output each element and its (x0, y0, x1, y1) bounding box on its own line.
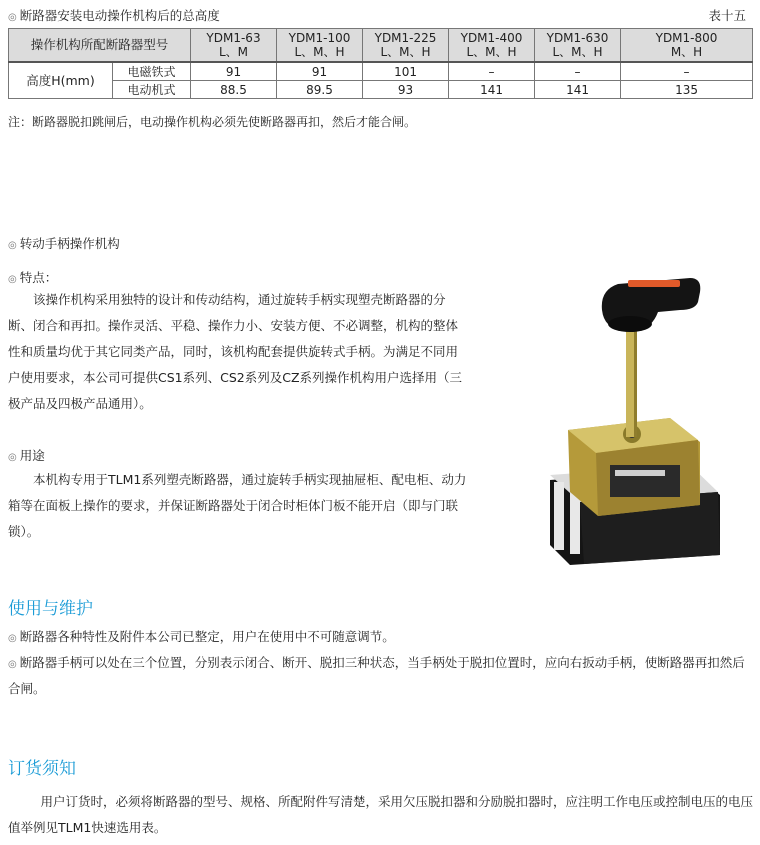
model-name: YDM1-100 (288, 31, 351, 45)
height-table (8, 28, 753, 99)
header-model-label: 操作机构所配断路器型号 (9, 29, 191, 63)
circle-bullet-icon: ◎ (8, 452, 17, 463)
model-poles: L、M、H (552, 45, 603, 59)
table-cell: 88.5 (191, 81, 277, 99)
list-item (8, 651, 756, 701)
row-type: 电磁铁式 (113, 62, 191, 81)
table-cell: 91 (191, 62, 277, 81)
section-rotary-text: 转动手柄操作机构 (19, 236, 120, 251)
header-model (449, 29, 535, 63)
header-model (277, 29, 363, 63)
model-name: YDM1-400 (460, 31, 523, 45)
table-number: 表十五 (708, 8, 746, 23)
header-model (535, 29, 621, 63)
header-model (191, 29, 277, 63)
usage-title (8, 446, 45, 464)
table-note: 注：断路器脱扣跳闸后，电动操作机构必须先使断路器再扣，然后才能合闸。 (8, 115, 417, 129)
row-type: 电动机式 (113, 81, 191, 99)
maintenance-list (8, 625, 756, 701)
table-cell: – (535, 62, 621, 81)
table-caption-text: 断路器安装电动操作机构后的总高度 (19, 8, 220, 23)
features-title-text: 特点： (19, 270, 58, 285)
circle-bullet-icon: ◎ (8, 633, 17, 644)
height-label: 高度H(mm) (9, 62, 113, 99)
table-cell: 135 (621, 81, 753, 99)
section-rotary-title (8, 234, 120, 252)
table-cell: 141 (449, 81, 535, 99)
table-cell: 89.5 (277, 81, 363, 99)
table-cell: 93 (363, 81, 449, 99)
model-poles: L、M、H (380, 45, 431, 59)
table-cell: 91 (277, 62, 363, 81)
table-header-row (9, 29, 753, 63)
usage-paragraph: 本机构专用于TLM1系列塑壳断路器，通过旋转手柄实现抽屉柜、配电柜、动力箱等在面板上操作的要求，并保证断路器处于闭合时柜体门板不能开启（即与门联锁）。 (8, 472, 467, 539)
model-name: YDM1-63 (206, 31, 261, 45)
table-cell: 141 (535, 81, 621, 99)
model-poles: L、M、H (294, 45, 345, 59)
model-poles: M、H (670, 45, 703, 59)
table-caption (8, 6, 220, 24)
table-cell: 101 (363, 62, 449, 81)
features-title (8, 268, 57, 286)
usage-title-text: 用途 (19, 448, 45, 463)
model-name: YDM1-225 (374, 31, 437, 45)
header-model (621, 29, 753, 63)
list-item-text: 断路器手柄可以处在三个位置，分别表示闭合、断开、脱扣三种状态，当手柄处于脱扣位置时，应向右扳动手柄，使断路器再扣然后合闸。 (8, 655, 745, 696)
circle-bullet-icon: ◎ (8, 240, 17, 251)
model-name: YDM1-630 (546, 31, 609, 45)
table-row (9, 81, 753, 99)
rotary-handle-mechanism-image (540, 270, 760, 570)
list-item-text: 断路器各种特性及附件本公司已整定，用户在使用中不可随意调节。 (19, 629, 395, 644)
circle-bullet-icon: ◎ (8, 12, 17, 23)
list-item (8, 625, 756, 651)
model-poles: L、M (218, 45, 249, 59)
order-heading: 订货须知 (8, 759, 76, 779)
table-cell: – (449, 62, 535, 81)
model-name: YDM1-800 (655, 31, 718, 45)
model-poles: L、M、H (466, 45, 517, 59)
circle-bullet-icon: ◎ (8, 659, 17, 670)
table-row (9, 62, 753, 81)
header-model (363, 29, 449, 63)
maintenance-heading: 使用与维护 (8, 599, 93, 619)
features-paragraph: 该操作机构采用独特的设计和传动结构，通过旋转手柄实现塑壳断路器的分断、闭合和再扣。操作灵活、平稳、操作力小、安装方便、不必调整，机构的整体性和质量均优于其它同类产品，同时，该机构配套提供旋转式手柄。为满足不同用户使用要求，本公司可提供CS1系列、CS2系列及CZ系列操作机构用户选择用（三极产品及四极产品通用）。 (8, 292, 463, 411)
table-cell: – (621, 62, 753, 81)
circle-bullet-icon: ◎ (8, 274, 17, 285)
order-paragraph: 用户订货时，必须将断路器的型号、规格、所配附件写清楚，采用欠压脱扣器和分励脱扣器时，应注明工作电压或控制电压的电压值举例见TLM1快速选用表。 (8, 794, 754, 835)
